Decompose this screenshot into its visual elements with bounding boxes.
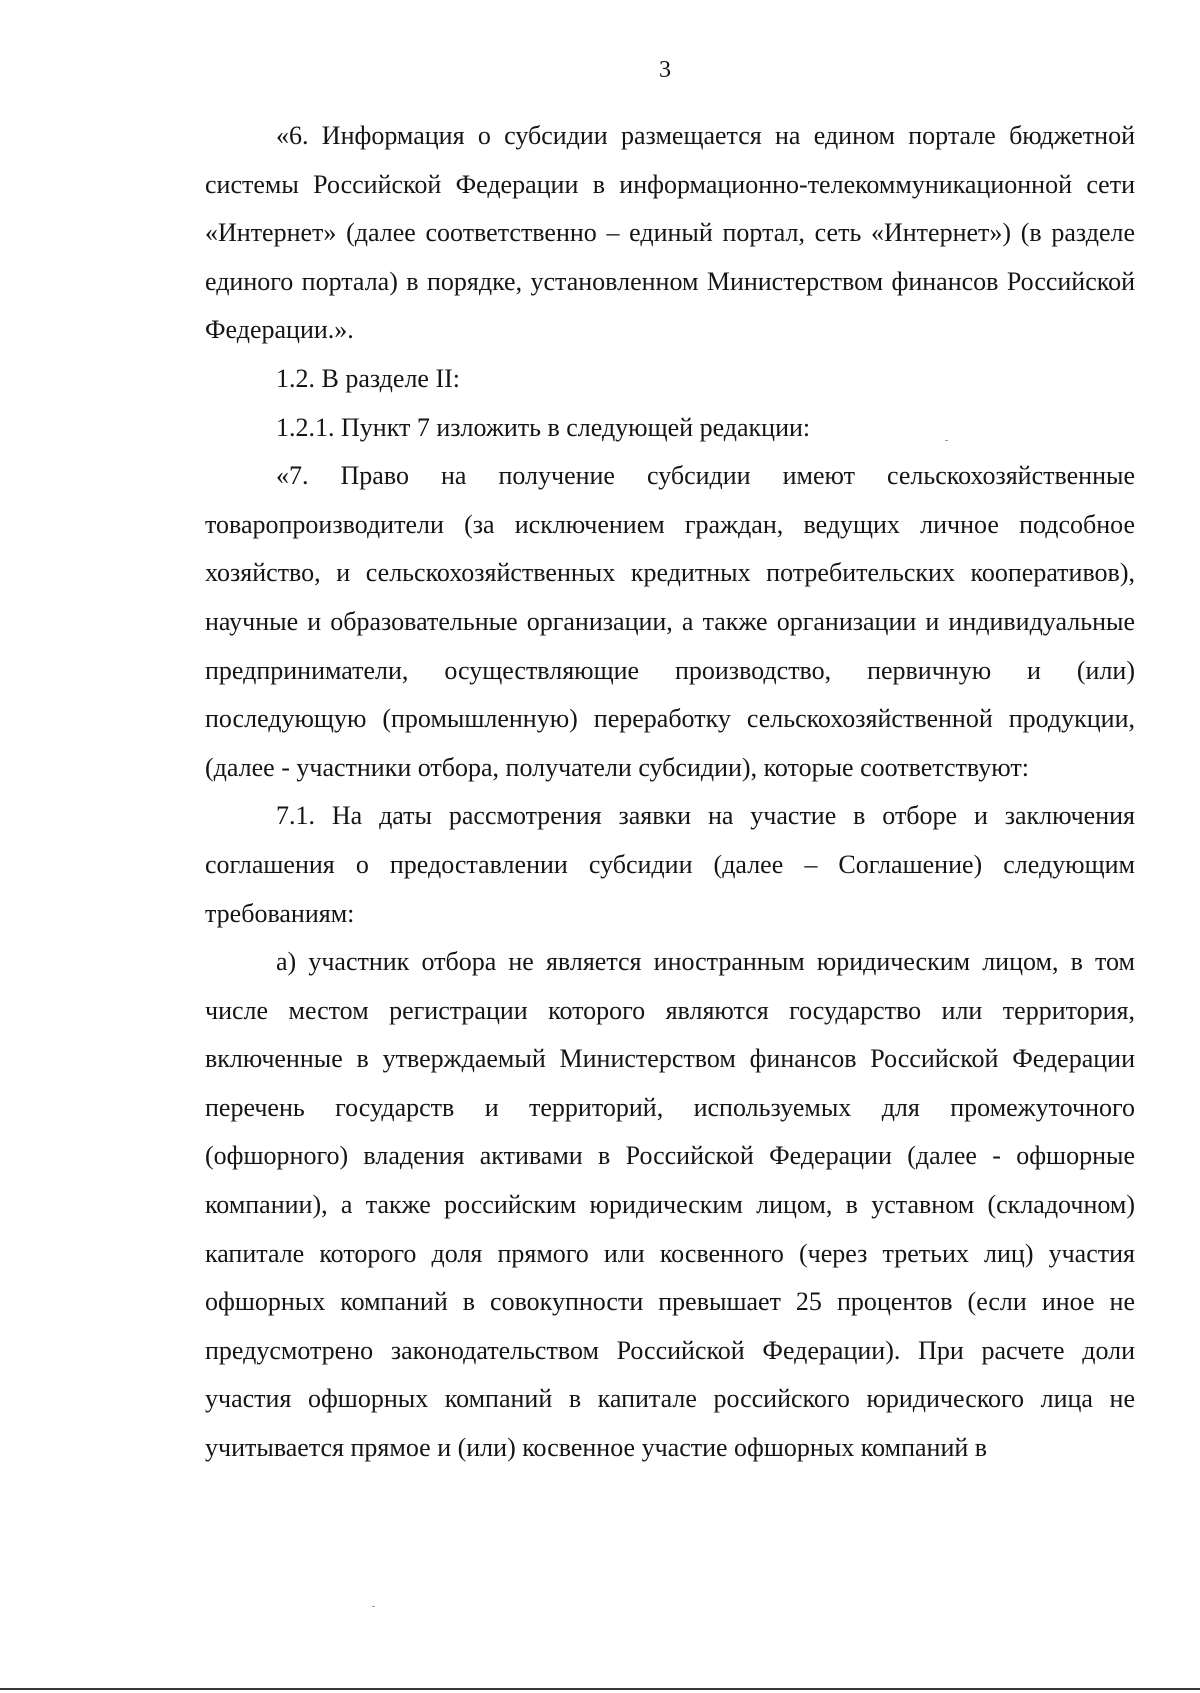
paragraph-1-2-1-item: 1.2.1. Пункт 7 изложить в следующей редакции: [276,412,811,442]
scan-speck [945,440,948,441]
paragraph-6-subsidy-info: «6. Информация о субсидии размещается на едином портале бюджетной системы Российской Федерации в информационно-телекоммуникационной сети «Интернет» (далее соответственно – единый портал, сеть «Интернет») (в разделе единого портала) в порядке, установленном Министерством финансов Российской Федерации.». [205,121,1135,345]
scan-speck [372,1606,375,1607]
paragraph-1-2-section: 1.2. В разделе II: [276,363,461,393]
paragraph-a-offshore: а) участник отбора не является иностранным юридическим лицом, в том числе местом регистрации которого являются государство или территория, включенные в утверждаемый Министерством финансов Российской Федерации перечень государств и территорий, используемых для промежуточного (офшорного) владения активами в Российской Федерации (далее - офшорные компании), а также российским юридическим лицом, в уставном (складочном) капитале которого доля прямого или косвенного (через третьих лиц) участия офшорных компаний в совокупности превышает 25 процентов (если иное не предусмотрено законодательством Российской Федерации). При расчете доли участия офшорных компаний в капитале российского юридического лица не учитывается прямое и (или) косвенное участие офшорных компаний в [205,947,1135,1463]
document-body [205,112,1135,1473]
paragraph-7-eligibility: «7. Право на получение субсидии имеют сельскохозяйственные товаропроизводители (за исключением граждан, ведущих личное подсобное хозяйство, и сельскохозяйственных кредитных потребительских кооперативов), научные и образовательные организации, а также организации и индивидуальные предприниматели, осуществляющие производство, первичную и (или) последующую (промышленную) переработку сельскохозяйственной продукции, (далее - участники отбора, получатели субсидии), которые соответствуют: [205,461,1135,782]
page-number: 3 [659,57,671,83]
page-bottom-edge [0,1688,1200,1690]
paragraph-7-1-requirements: 7.1. На даты рассмотрения заявки на участие в отборе и заключения соглашения о предоставлении субсидии (далее – Соглашение) следующим требованиям: [205,801,1135,928]
